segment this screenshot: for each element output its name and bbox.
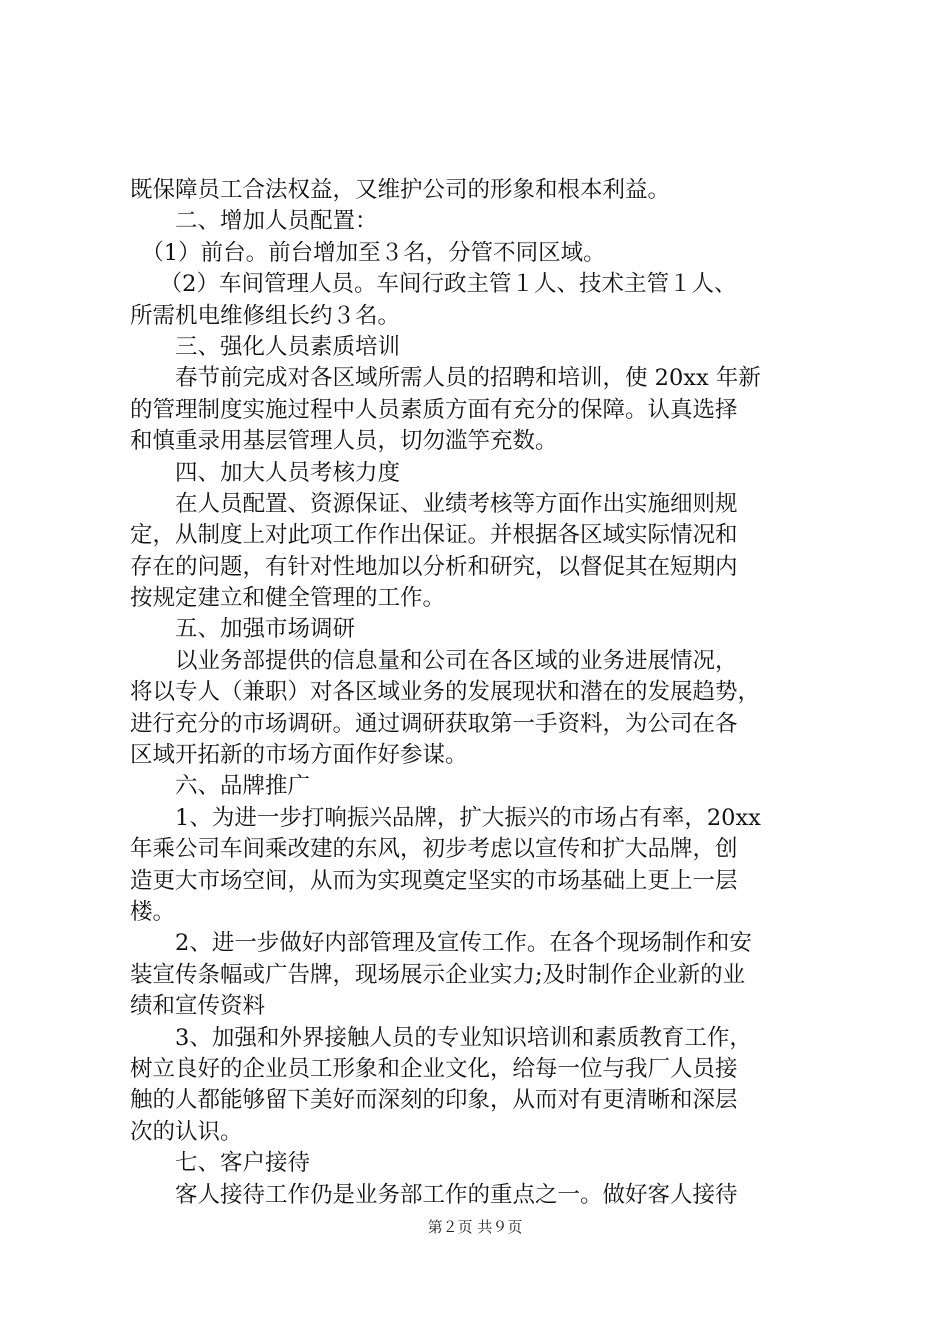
text-line: 三、强化人员素质培训 [130,333,401,360]
text-line: 二、增加人员配置： [130,208,378,235]
text-line: 存在的问题，有针对性地加以分析和研究，以督促其在短期内 [130,553,738,580]
text-line: 将以专人（兼职）对各区域业务的发展现状和潜在的发展趋势， [130,679,761,706]
text-line: 六、品牌推广 [130,773,311,800]
text-line: 进行充分的市场调研。通过调研获取第一手资料，为公司在各 [130,710,738,737]
text-line: 造更大市场空间，从而为实现奠定坚实的市场基础上更上一层 [130,867,738,894]
text-line: 以业务部提供的信息量和公司在各区域的业务进展情况， [130,647,738,674]
text-line: 的管理制度实施过程中人员素质方面有充分的保障。认真选择 [130,396,738,423]
text-line: 3、加强和外界接触人员的专业知识培训和素质教育工作， [130,1024,752,1051]
text-line: 春节前完成对各区域所需人员的招聘和培训，使 20xx 年新 [130,365,761,392]
text-line: 1、为进一步打响振兴品牌，扩大振兴的市场占有率，20xx [130,804,761,831]
text-line: 四、加大人员考核力度 [130,459,401,486]
text-line: 在人员配置、资源保证、业绩考核等方面作出实施细则规 [130,490,738,517]
text-line: 客人接待工作仍是业务部工作的重点之一。做好客人接待 [130,1181,738,1208]
text-line: 绩和宣传资料 [130,993,266,1020]
document-body [130,175,830,1211]
text-line: （1）前台。前台增加至３名，分管不同区域。 [130,239,606,266]
text-line: 定，从制度上对此项工作作出保证。并根据各区域实际情况和 [130,522,738,549]
text-line: 年乘公司车间乘改建的东风，初步考虑以宣传和扩大品牌，创 [130,836,738,863]
text-line: 七、客户接待 [130,1150,311,1177]
text-line: 和慎重录用基层管理人员，切勿滥竽充数。 [130,428,558,455]
text-line: 次的认识。 [130,1118,243,1145]
text-line: 既保障员工合法权益，又维护公司的形象和根本利益。 [130,177,671,203]
text-line: 树立良好的企业员工形象和企业文化，给每一位与我厂人员接 [130,1055,738,1082]
text-line: 2、进一步做好内部管理及宣传工作。在各个现场制作和安 [130,930,752,957]
text-line: 五、加强市场调研 [130,616,356,643]
text-line: 触的人都能够留下美好而深刻的印象，从而对有更清晰和深层 [130,1087,738,1114]
text-line: 楼。 [130,898,176,925]
text-line: 所需机电维修组长约３名。 [130,302,401,329]
text-line: 装宣传条幅或广告牌，现场展示企业实力;及时制作企业新的业 [130,961,746,988]
page-footer: 第２页 共９页 [427,1218,523,1236]
text-line: 区域开拓新的市场方面作好参谋。 [130,742,468,769]
text-line: （2）车间管理人员。车间行政主管１人、技术主管１人、 [130,271,737,298]
text-line: 按规定建立和健全管理的工作。 [130,585,446,612]
